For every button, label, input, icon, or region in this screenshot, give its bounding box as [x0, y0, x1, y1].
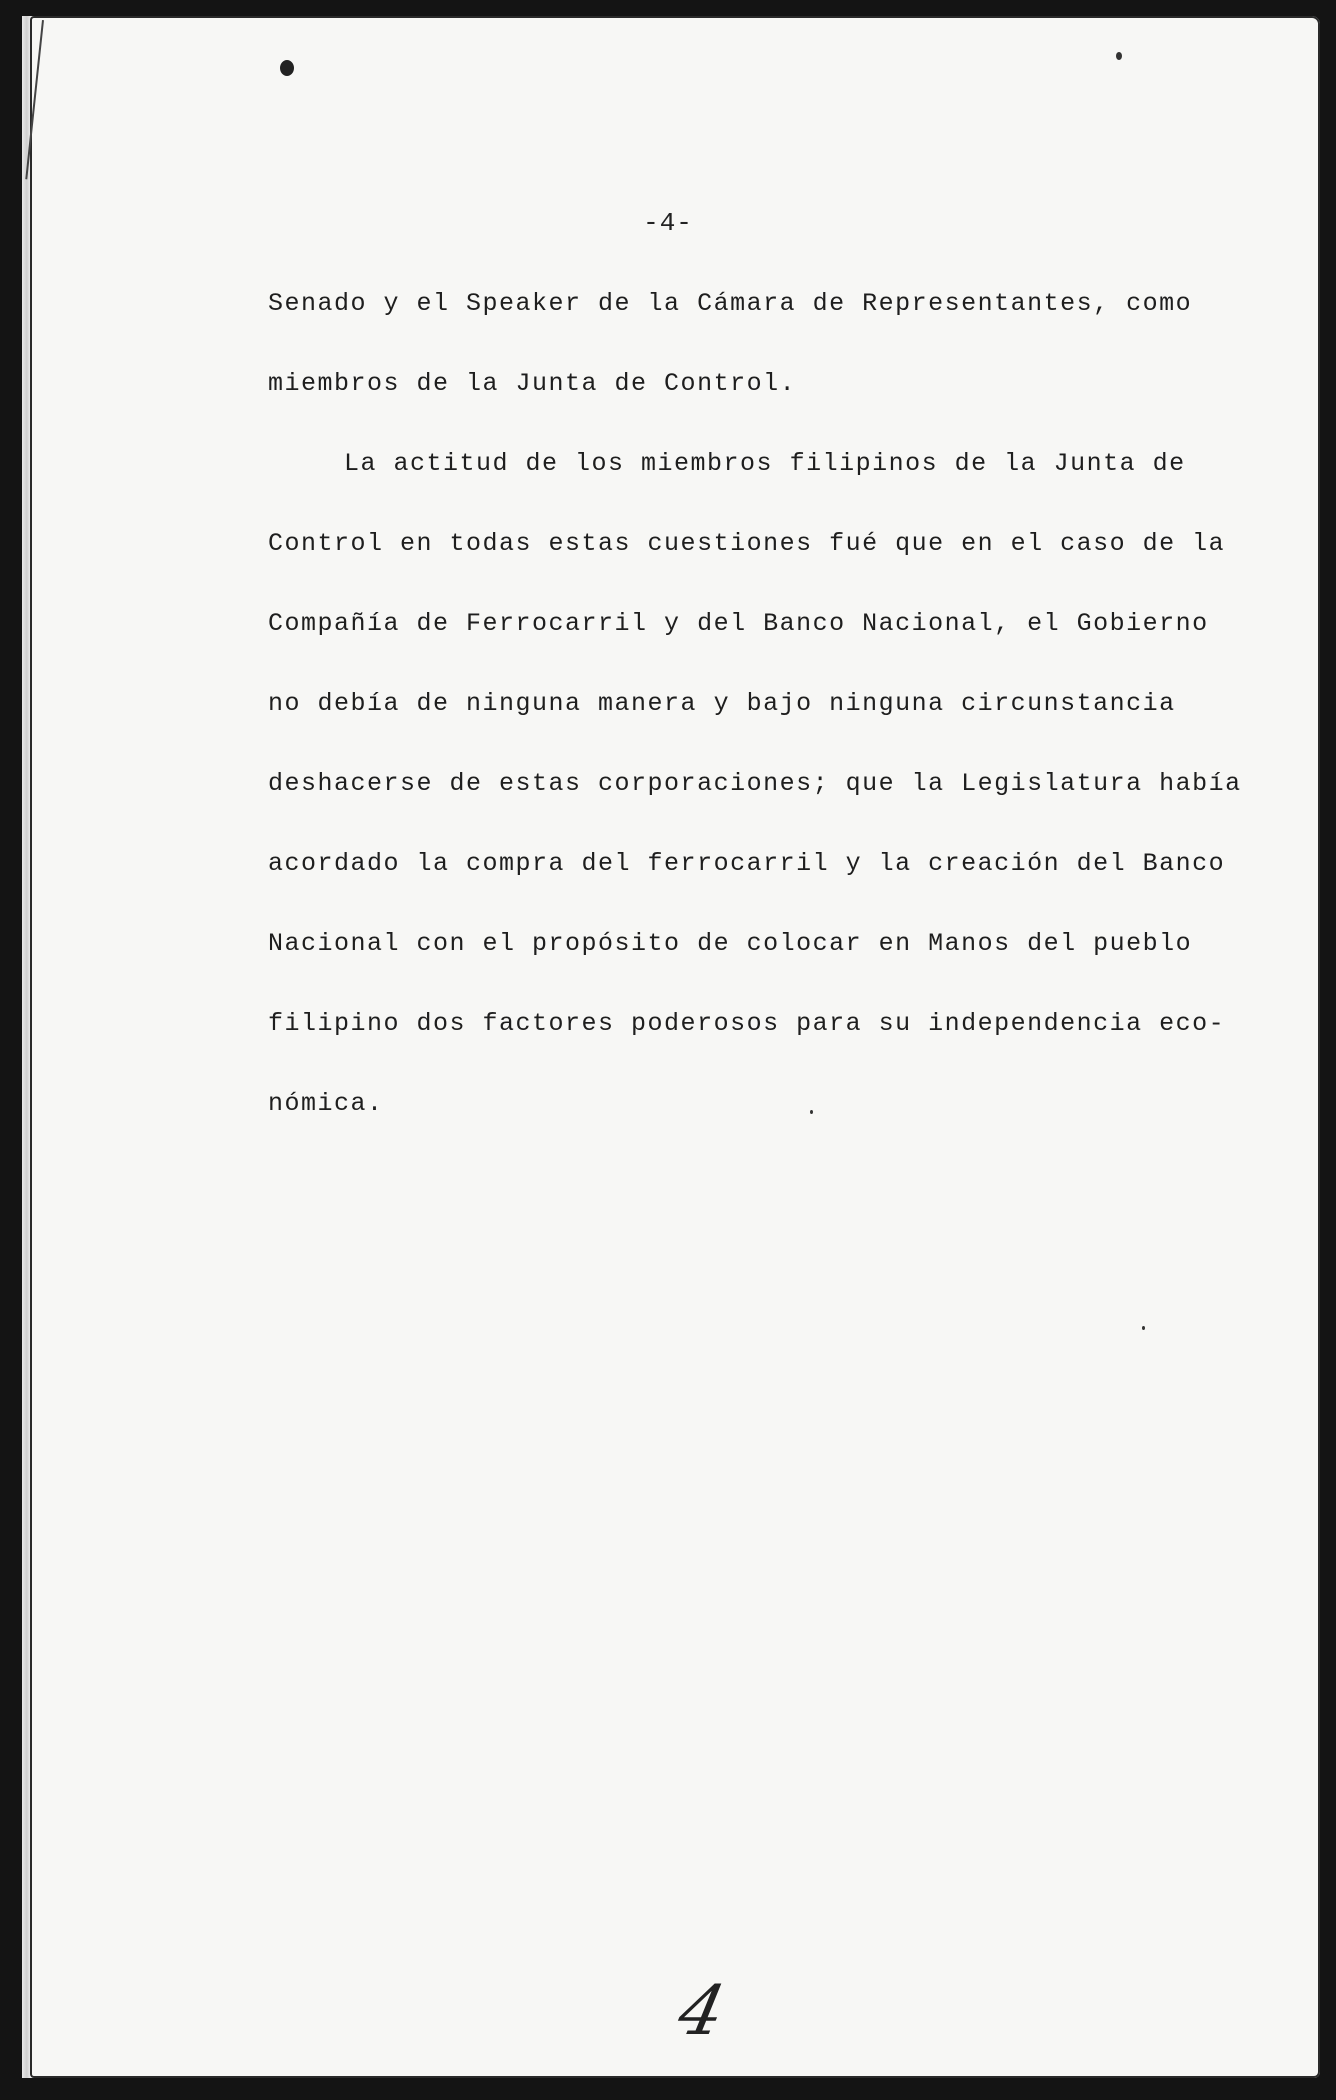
text-line: filipino dos factores poderosos para su independencia eco-: [268, 1009, 1226, 1038]
text-line: no debía de ninguna manera y bajo ninguna circunstancia: [268, 689, 1176, 718]
text-line: Nacional con el propósito de colocar en Manos del pueblo: [268, 929, 1193, 958]
text-line: miembros de la Junta de Control.: [268, 369, 797, 398]
text-line: Control en todas estas cuestiones fué que en el caso de la: [268, 529, 1226, 558]
text-line: La actitud de los miembros filipinos de la Junta de: [344, 449, 1186, 478]
text-line: deshacerse de estas corporaciones; que la Legislatura había: [268, 769, 1242, 798]
document-page: [30, 16, 1320, 2078]
page-number: -4-: [643, 208, 693, 238]
text-line: Compañía de Ferrocarril y del Banco Nacional, el Gobierno: [268, 609, 1209, 638]
text-line: acordado la compra del ferrocarril y la creación del Banco: [268, 849, 1226, 878]
text-line: nómica.: [268, 1089, 384, 1118]
ink-speck: [810, 1110, 813, 1114]
handwritten-page-number: 4: [671, 1972, 732, 2051]
punch-hole: [280, 60, 294, 76]
ink-speck: [1116, 52, 1122, 60]
ink-speck: [1142, 1326, 1145, 1330]
text-line: Senado y el Speaker de la Cámara de Representantes, como: [268, 289, 1193, 318]
